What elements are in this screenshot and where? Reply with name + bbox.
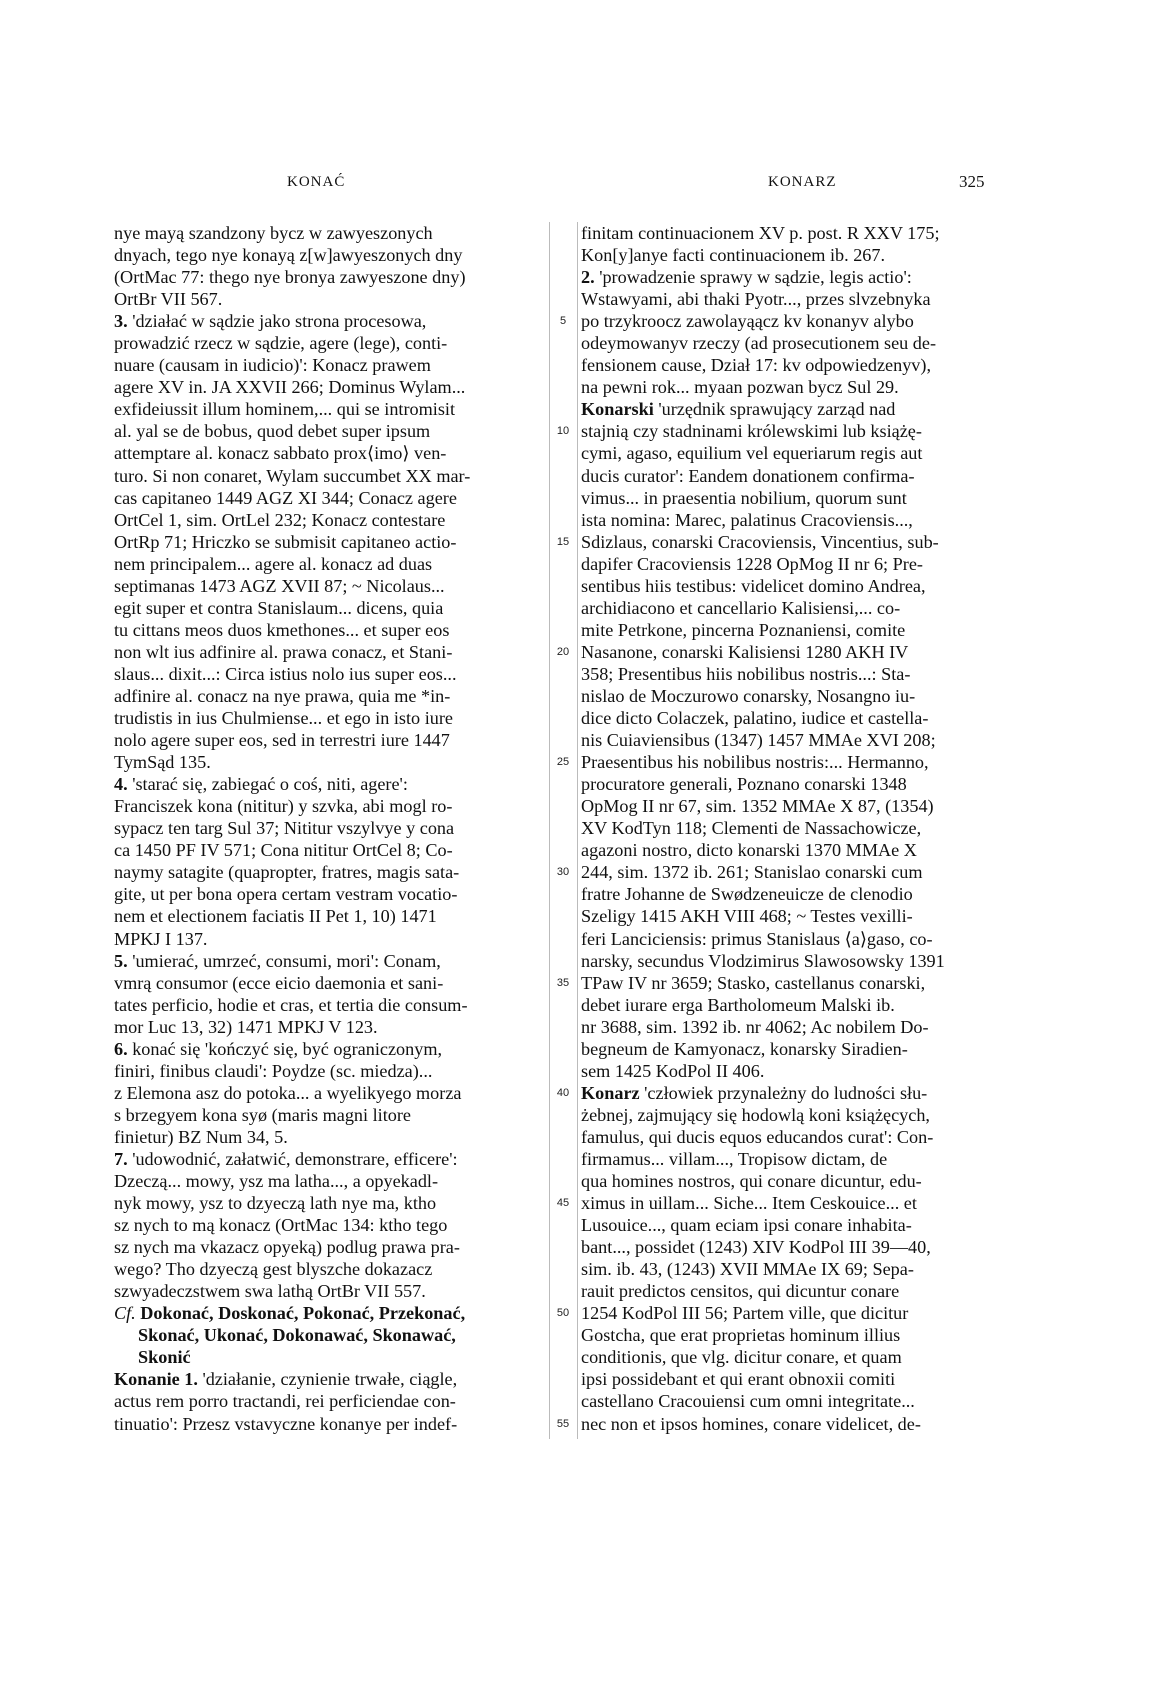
right-column-line: Szeligy 1415 AKH VIII 468; ~ Testes vexilli- — [581, 906, 913, 927]
left-column-line: dnyach, tego nye konayą z[w]awyeszonych dny — [114, 245, 463, 266]
left-column-line: tu cittans meos duos kmethones... et super eos — [114, 619, 450, 640]
left-column-line: 6. konać się 'kończyć się, być ograniczonym, — [114, 1038, 443, 1059]
header-right-word: KONARZ — [768, 174, 837, 190]
column-rule-right — [577, 222, 578, 1439]
left-column-line: prowadzić rzecz w sądzie, agere (lege), conti- — [114, 333, 448, 354]
right-column — [581, 222, 1010, 1435]
left-column-line: naymy satagite (quapropter, fratres, magis sata- — [114, 862, 460, 883]
right-column-line: Gostcha, que erat proprietas hominum illius — [581, 1325, 901, 1346]
right-column-line: dice dicto Colaczek, palatino, iudice et castella- — [581, 708, 929, 729]
right-column-line: debet iurare erga Bartholomeum Malski ib. — [581, 994, 895, 1015]
left-column-line: OrtBr VII 567. — [114, 289, 223, 310]
right-column-line: feri Lanciciensis: primus Stanislaus ⟨a⟩gaso, co- — [581, 928, 933, 949]
right-column-line: Kon[y]anye facti continuacionem ib. 267. — [581, 245, 886, 266]
left-column-line: actus rem porro tractandi, rei perficiendae con- — [114, 1391, 456, 1412]
left-column-line: OrtCel 1, sim. OrtLel 232; Konacz contestare — [114, 509, 446, 530]
page-number: 325 — [959, 172, 985, 191]
left-column-line: non wlt ius adfinire al. prawa conacz, et Stani- — [114, 641, 453, 662]
right-column-line: cymi, agaso, equilium vel equeriarum regis aut — [581, 443, 923, 464]
right-column-line: famulus, qui ducis equos educandos curat': Con- — [581, 1126, 934, 1147]
left-column — [114, 222, 543, 1435]
left-column-line: agere XV in. JA XXVII 266; Dominus Wylam... — [114, 377, 466, 398]
line-number: 20 — [556, 645, 570, 658]
right-column-line: po trzykroocz zawolayąącz kv konanyv alybo — [581, 311, 914, 332]
right-column-line: agazoni nostro, dicto konarski 1370 MMAe X — [581, 840, 917, 861]
left-column-line: septimanas 1473 AGZ XVII 87; ~ Nicolaus... — [114, 575, 445, 596]
right-column-line: castellano Cracouiensi cum omni integritate... — [581, 1391, 915, 1412]
right-column-line: 358; Presentibus hiis nobilibus nostris...: Sta- — [581, 663, 911, 684]
left-column-line: nye mayą szandzony bycz w zawyeszonych — [114, 223, 433, 243]
right-column-line: nis Cuiaviensibus (1347) 1457 MMAe XVI 208; — [581, 730, 936, 751]
left-column-line: trudistis in ius Chulmiense... et ego in isto iure — [114, 708, 453, 729]
right-column-line: ipsi possidebant et qui erant obnoxii comiti — [581, 1369, 896, 1390]
right-column-line: narsky, secundus Vlodzimirus Slawosowsky 1391 — [581, 950, 945, 971]
left-column-line: TymSąd 135. — [114, 752, 211, 773]
left-column-line: slaus... dixit...: Circa istius nolo ius super eos... — [114, 663, 457, 684]
right-column-line: nec non et ipsos homines, conare videlicet, de- — [581, 1413, 921, 1434]
column-rule-left — [549, 222, 550, 1439]
left-column-line: Cf. Dokonać, Doskonać, Pokonać, Przekonać, — [114, 1303, 466, 1324]
right-column-line: sem 1425 KodPol II 406. — [581, 1060, 765, 1081]
line-number: 25 — [556, 756, 570, 769]
left-column-line: exfideiussit illum hominem,... qui se intromisit — [114, 399, 455, 420]
right-column-line: fensionem cause, Dział 17: kv odpowiedzenyv), — [581, 355, 932, 376]
right-column-line: XV KodTyn 118; Clementi de Nassachowicze, — [581, 818, 922, 839]
right-column-line: procuratore generali, Poznano conarski 1348 — [581, 774, 907, 795]
left-column-line: nyk mowy, ysz to dzyeczą lath nye ma, ktho — [114, 1193, 437, 1214]
left-column-line: tinuatio': Przesz vstavyczne konanye per indef- — [114, 1413, 458, 1434]
right-column-line: nr 3688, sim. 1392 ib. nr 4062; Ac nobilem Do- — [581, 1016, 929, 1037]
right-column-line: dapifer Cracoviensis 1228 OpMog II nr 6; Pre- — [581, 553, 923, 574]
right-column-line: sentibus hiis testibus: videlicet domino Andrea, — [581, 575, 926, 596]
left-column-line: sz nych to mą konacz (OrtMac 134: ktho tego — [114, 1215, 448, 1236]
line-number: 40 — [556, 1086, 570, 1099]
right-column-line: qua homines nostros, qui conare dicuntur, edu- — [581, 1171, 922, 1192]
left-column-line: MPKJ I 137. — [114, 928, 208, 949]
left-column-line: nem principalem... agere al. konacz ad duas — [114, 553, 433, 574]
right-column-line: stajnią czy stadninami królewskimi lub książę- — [581, 421, 922, 442]
right-column-line: TPaw IV nr 3659; Stasko, castellanus conarski, — [581, 972, 926, 993]
right-column-line: mite Petrkone, pincerna Poznaniensi, comite — [581, 619, 906, 640]
right-column-line: conditionis, que vlg. dicitur conare, et quam — [581, 1347, 902, 1368]
left-column-line: attemptare al. konacz sabbato prox⟨imo⟩ ven- — [114, 443, 447, 464]
left-column-line: sz nych ma vkazacz opyeką) podlug prawa pra- — [114, 1237, 460, 1258]
right-column-line: sim. ib. 43, (1243) XVII MMAe IX 69; Sepa- — [581, 1259, 914, 1280]
left-column-line: (OrtMac 77: thego nye bronya zawyeszone dny) — [114, 267, 466, 288]
left-column-line: 7. 'udowodnić, załatwić, demonstrare, efficere': — [114, 1148, 458, 1169]
left-column-line: nuare (causam in iudicio)': Konacz prawem — [114, 355, 431, 376]
right-column-line: finitam continuacionem XV p. post. R XXV 175; — [581, 223, 940, 243]
right-column-line: archidiacono et cancellario Kalisiensi,... co- — [581, 597, 901, 618]
left-column-line: szwyadeczstwem swa lathą OrtBr VII 557. — [114, 1281, 426, 1302]
right-column-line: rauit predictos censitos, qui dicuntur conare — [581, 1281, 900, 1302]
right-column-line: nislao de Moczurowo conarsky, Nosangno iu- — [581, 685, 916, 706]
line-number: 55 — [556, 1417, 570, 1430]
left-column-line: Skonić — [138, 1347, 191, 1368]
left-column-line: ca 1450 PF IV 571; Cona nititur OrtCel 8; Co- — [114, 840, 453, 861]
left-column-line: z Elemona asz do potoka... a wyelikyego morza — [114, 1082, 462, 1103]
header-left-word: KONAĆ — [287, 174, 346, 190]
left-column-line: adfinire al. conacz na nye prawa, quia me *in- — [114, 685, 451, 706]
right-column-line: odeymowanyv rzeczy (ad prosecutionem seu de- — [581, 333, 937, 354]
right-column-line: firmamus... villam..., Tropisow dictam, de — [581, 1148, 888, 1169]
left-column-line: sypacz ten targ Sul 37; Nititur vszylvye y cona — [114, 818, 455, 839]
left-column-line: egit super et contra Stanislaum... dicens, quia — [114, 597, 444, 618]
running-header — [0, 174, 1160, 198]
right-column-line: ista nomina: Marec, palatinus Cracoviensis..., — [581, 509, 913, 530]
left-column-line: OrtRp 71; Hriczko se submisit capitaneo actio- — [114, 531, 457, 552]
line-number: 50 — [556, 1307, 570, 1320]
line-number: 45 — [556, 1197, 570, 1210]
left-column-line: 4. 'starać się, zabiegać o coś, niti, agere': — [114, 774, 408, 795]
right-column-line: ximus in uillam... Siche... Item Ceskouice... et — [581, 1193, 917, 1214]
line-number: 5 — [559, 315, 567, 328]
left-column-line: Skonać, Ukonać, Dokonawać, Skonawać, — [138, 1325, 456, 1346]
left-column-line: finiri, finibus claudi': Poydze (sc. miedza)... — [114, 1060, 433, 1081]
left-column-line: 3. 'działać w sądzie jako strona procesowa, — [114, 311, 427, 332]
right-column-line: vimus... in praesentia nobilium, quorum sunt — [581, 487, 907, 508]
left-column-line: nem et electionem faciatis II Pet 1, 10) 1471 — [114, 906, 437, 927]
left-column-line: s brzegyem kona syø (maris magni litore — [114, 1104, 411, 1125]
left-column-line: mor Luc 13, 32) 1471 MPKJ V 123. — [114, 1016, 378, 1037]
left-column-line: al. yal se de bobus, quod debet super ipsum — [114, 421, 431, 442]
left-column-line: Konanie 1. 'działanie, czynienie trwałe, ciągle, — [114, 1369, 458, 1390]
right-column-line: fratre Johanne de Swødzeneuicze de clenodio — [581, 884, 913, 905]
left-column-line: wego? Tho dzyeczą gest blyszche dokazacz — [114, 1259, 433, 1280]
right-column-line: 244, sim. 1372 ib. 261; Stanislao conarski cum — [581, 862, 923, 883]
right-column-line: na pewni rok... myaan pozwan bycz Sul 29. — [581, 377, 899, 398]
right-column-line: Konarz 'człowiek przynależny do ludności słu- — [581, 1082, 928, 1103]
line-number: 10 — [556, 425, 570, 438]
right-column-line: begneum de Kamyonacz, konarsky Siradien- — [581, 1038, 908, 1059]
right-column-line: Lusouice..., quam eciam ipsi conare inhabita- — [581, 1215, 912, 1236]
right-column-line: 1254 KodPol III 56; Partem ville, que dicitur — [581, 1303, 909, 1324]
right-column-line: ducis curator': Eandem donationem confirma- — [581, 465, 915, 486]
right-column-line: OpMog II nr 67, sim. 1352 MMAe X 87, (1354) — [581, 796, 934, 817]
left-column-line: vmrą consumor (ecce eicio daemonia et sani- — [114, 972, 444, 993]
line-number: 30 — [556, 866, 570, 879]
right-column-line: Praesentibus his nobilibus nostris:... Hermanno, — [581, 752, 929, 773]
left-column-line: Franciszek kona (nititur) y szvka, abi mogl ro- — [114, 796, 453, 817]
right-column-line: bant..., possidet (1243) XIV KodPol III 39—40, — [581, 1237, 931, 1258]
left-column-line: nolo agere super eos, sed in terrestri iure 1447 — [114, 730, 450, 751]
right-column-line: 2. 'prowadzenie sprawy w sądzie, legis actio': — [581, 267, 912, 288]
left-column-line: 5. 'umierać, umrzeć, consumi, mori': Conam, — [114, 950, 441, 971]
left-column-line: turo. Si non conaret, Wylam succumbet XX mar- — [114, 465, 471, 486]
left-column-line: Dzeczą... mowy, ysz ma latha..., a opyekadl- — [114, 1171, 439, 1192]
left-column-line: gite, ut per bona opera certam vestram vocatio- — [114, 884, 458, 905]
right-column-line: Sdizlaus, conarski Cracoviensis, Vincentius, sub- — [581, 531, 939, 552]
line-number: 15 — [556, 535, 570, 548]
left-column-line: tates perficio, hodie et cras, et tertia die consum- — [114, 994, 468, 1015]
line-number: 35 — [556, 976, 570, 989]
right-column-line: Wstawyami, abi thaki Pyotr..., przes slvzebnyka — [581, 289, 931, 310]
right-column-line: Konarski 'urzędnik sprawujący zarząd nad — [581, 399, 896, 420]
left-column-line: cas capitaneo 1449 AGZ XI 344; Conacz agere — [114, 487, 457, 508]
right-column-line: żebnej, zajmujący się hodowlą koni książęcych, — [581, 1104, 930, 1125]
right-column-line: Nasanone, conarski Kalisiensi 1280 AKH IV — [581, 641, 909, 662]
left-column-line: finietur) BZ Num 34, 5. — [114, 1126, 288, 1147]
